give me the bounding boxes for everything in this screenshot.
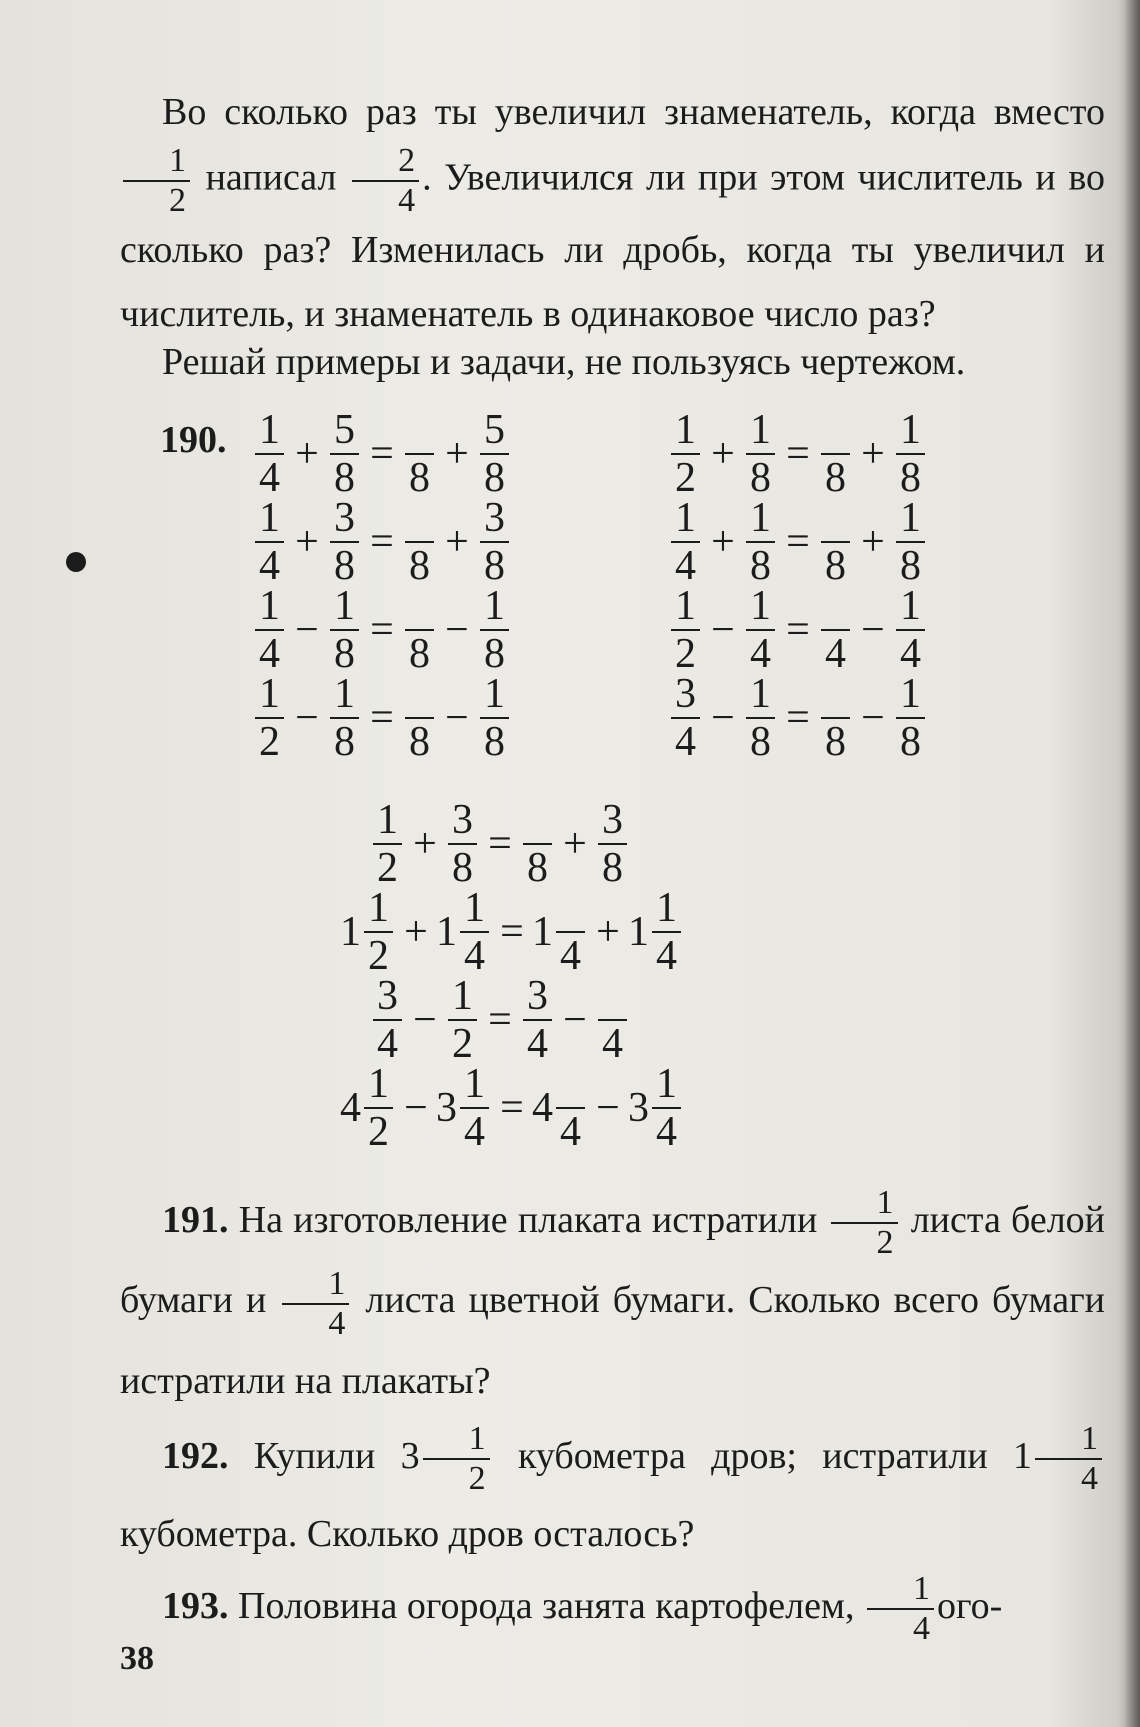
denominator: 8 xyxy=(825,455,846,501)
numerator: 3 xyxy=(523,975,552,1021)
denominator: 8 xyxy=(825,719,846,765)
equals-sign: = xyxy=(488,997,512,1043)
denominator: 4 xyxy=(377,1021,398,1067)
denominator: 8 xyxy=(334,719,355,765)
denominator: 2 xyxy=(169,182,186,219)
fraction xyxy=(255,585,284,675)
equals-sign: = xyxy=(370,607,394,653)
equals-sign: = xyxy=(786,519,810,565)
numerator: 1 xyxy=(255,409,284,455)
denominator: 2 xyxy=(259,719,280,765)
whole-part: 3 xyxy=(628,1085,649,1131)
fraction xyxy=(867,1572,934,1646)
denominator: 8 xyxy=(484,719,505,765)
fraction xyxy=(460,887,489,977)
fraction-blank xyxy=(821,585,850,675)
fraction-blank xyxy=(598,975,627,1065)
numerator: 1 xyxy=(282,1267,349,1305)
equals-sign: = xyxy=(500,909,524,955)
operator: + xyxy=(413,821,437,867)
denominator: 4 xyxy=(259,543,280,589)
denominator: 8 xyxy=(602,845,623,891)
operator: − xyxy=(445,607,469,653)
denominator: 4 xyxy=(656,933,677,979)
numerator: 1 xyxy=(671,409,700,455)
fraction-blank xyxy=(556,887,585,977)
numerator xyxy=(821,497,850,543)
whole-part: 4 xyxy=(340,1085,361,1131)
numerator: 3 xyxy=(373,975,402,1021)
numerator: 3 xyxy=(330,497,359,543)
fraction-blank xyxy=(821,497,850,587)
fraction xyxy=(896,585,925,675)
operator: + xyxy=(596,909,620,955)
fraction xyxy=(896,497,925,587)
numerator: 1 xyxy=(373,799,402,845)
numerator: 3 xyxy=(598,799,627,845)
denominator: 8 xyxy=(334,455,355,501)
fraction xyxy=(330,497,359,587)
fraction xyxy=(896,673,925,763)
numerator: 1 xyxy=(652,1063,681,1109)
denominator: 8 xyxy=(334,631,355,677)
bullet-mark xyxy=(66,552,86,572)
page-edge-shadow xyxy=(1124,0,1140,1727)
numerator: 1 xyxy=(423,1422,490,1460)
fraction xyxy=(652,887,681,977)
denominator: 8 xyxy=(452,845,473,891)
numerator: 1 xyxy=(364,1063,393,1109)
equation-row xyxy=(668,671,928,765)
operator: + xyxy=(295,431,319,477)
denominator: 8 xyxy=(409,631,430,677)
exercise-190-number: 190. xyxy=(160,419,227,461)
denominator: 2 xyxy=(377,845,398,891)
numerator: 1 xyxy=(867,1572,934,1610)
operator: + xyxy=(563,821,587,867)
operator: + xyxy=(861,519,885,565)
numerator: 1 xyxy=(123,144,190,182)
equation-row xyxy=(370,797,684,891)
fraction xyxy=(1035,1422,1102,1496)
numerator xyxy=(405,585,434,631)
instruction-paragraph xyxy=(120,330,1105,394)
operator: − xyxy=(295,695,319,741)
denominator: 4 xyxy=(675,719,696,765)
numerator xyxy=(821,585,850,631)
fraction-blank xyxy=(405,673,434,763)
numerator xyxy=(556,1063,585,1109)
operator: + xyxy=(711,519,735,565)
numerator: 1 xyxy=(330,673,359,719)
fraction xyxy=(123,144,190,218)
fraction xyxy=(480,673,509,763)
denominator: 4 xyxy=(675,543,696,589)
fraction xyxy=(652,1063,681,1153)
numerator xyxy=(598,975,627,1021)
exercise-192: 192. Купили 3 $\frac{1}{2}$ кубометра дров; истратили 1 $\frac{1}{4}$ кубометра. Сколько дров осталось? xyxy=(120,1418,1105,1572)
fraction xyxy=(523,975,552,1065)
numerator: 3 xyxy=(480,497,509,543)
operator: + xyxy=(445,519,469,565)
instruction-text: Решай примеры и задачи, не пользуясь чертежом. xyxy=(162,341,966,383)
numerator xyxy=(405,497,434,543)
denominator: 4 xyxy=(328,1304,346,1342)
denominator: 8 xyxy=(484,455,505,501)
fraction xyxy=(330,409,359,499)
denominator: 2 xyxy=(675,455,696,501)
equation-row xyxy=(340,885,684,979)
exercise-191-number: 191. xyxy=(162,1199,229,1241)
equals-sign: = xyxy=(786,695,810,741)
operator: − xyxy=(596,1085,620,1131)
fraction xyxy=(364,1063,393,1153)
equation-row xyxy=(668,583,928,677)
fraction xyxy=(255,409,284,499)
denominator: 8 xyxy=(409,455,430,501)
numerator xyxy=(405,409,434,455)
fraction xyxy=(671,409,700,499)
numerator xyxy=(405,673,434,719)
denominator: 8 xyxy=(750,543,771,589)
denominator: 8 xyxy=(750,719,771,765)
denominator: 8 xyxy=(900,719,921,765)
equals-sign: = xyxy=(786,431,810,477)
denominator: 8 xyxy=(900,455,921,501)
numerator: 5 xyxy=(480,409,509,455)
numerator: 1 xyxy=(364,887,393,933)
fraction xyxy=(598,799,627,889)
numerator: 3 xyxy=(448,799,477,845)
exercise-190-left-column xyxy=(252,407,512,765)
whole-part: 1 xyxy=(436,909,457,955)
denominator: 4 xyxy=(912,1610,930,1648)
operator: − xyxy=(563,997,587,1043)
denominator: 8 xyxy=(334,543,355,589)
whole-part: 1 xyxy=(628,909,649,955)
operator: + xyxy=(861,431,885,477)
denominator: 8 xyxy=(409,543,430,589)
intro-text-3: . Увеличился ли при этом числитель и во сколько раз? Изменилась ли дробь, когда ты увеличил и числитель, и знаменатель в одинаковое число раз? xyxy=(120,156,1106,335)
denominator: 4 xyxy=(259,455,280,501)
exercise-190-right-column xyxy=(668,407,928,765)
denominator: 2 xyxy=(468,1460,486,1498)
numerator: 1 xyxy=(480,673,509,719)
denominator: 2 xyxy=(452,1021,473,1067)
page-number: 38 xyxy=(120,1640,154,1677)
numerator: 1 xyxy=(746,497,775,543)
denominator: 4 xyxy=(464,933,485,979)
intro-text-1: Во сколько раз ты увеличил знаменатель, когда вместо xyxy=(162,91,1105,133)
whole-part: 4 xyxy=(532,1085,553,1131)
fraction xyxy=(330,585,359,675)
equals-sign: = xyxy=(488,821,512,867)
denominator: 8 xyxy=(750,455,771,501)
numerator: 1 xyxy=(896,673,925,719)
numerator: 1 xyxy=(1035,1422,1102,1460)
exercise-193-number: 193. xyxy=(162,1585,229,1627)
numerator: 1 xyxy=(746,585,775,631)
fraction xyxy=(480,585,509,675)
exercise-190-center-column xyxy=(340,797,684,1155)
fraction-blank xyxy=(821,409,850,499)
fraction-blank xyxy=(405,409,434,499)
operator: − xyxy=(711,607,735,653)
numerator: 1 xyxy=(480,585,509,631)
equation-row xyxy=(668,407,928,501)
fraction xyxy=(746,409,775,499)
denominator: 4 xyxy=(825,631,846,677)
denominator: 4 xyxy=(527,1021,548,1067)
fraction xyxy=(480,497,509,587)
numerator: 1 xyxy=(330,585,359,631)
numerator: 1 xyxy=(448,975,477,1021)
operator: − xyxy=(404,1085,428,1131)
denominator: 2 xyxy=(368,1109,389,1155)
equation-row xyxy=(370,973,684,1067)
fraction xyxy=(255,673,284,763)
denominator: 4 xyxy=(398,182,416,219)
denominator: 8 xyxy=(484,543,505,589)
denominator: 2 xyxy=(675,631,696,677)
equals-sign: = xyxy=(786,607,810,653)
whole-part: 3 xyxy=(436,1085,457,1131)
fraction xyxy=(373,975,402,1065)
fraction xyxy=(671,497,700,587)
denominator: 4 xyxy=(602,1021,623,1067)
denominator: 8 xyxy=(527,845,548,891)
numerator: 5 xyxy=(330,409,359,455)
equals-sign: = xyxy=(370,519,394,565)
denominator: 2 xyxy=(368,933,389,979)
fraction xyxy=(282,1264,349,1342)
exercise-192-number: 192. xyxy=(162,1435,229,1477)
fraction-blank xyxy=(405,497,434,587)
fraction xyxy=(831,1186,898,1260)
operator: + xyxy=(404,909,428,955)
numerator: 1 xyxy=(460,887,489,933)
operator: − xyxy=(295,607,319,653)
denominator: 4 xyxy=(560,1109,581,1155)
numerator: 1 xyxy=(671,585,700,631)
denominator: 8 xyxy=(484,631,505,677)
fraction xyxy=(671,585,700,675)
numerator: 1 xyxy=(255,497,284,543)
operator: + xyxy=(711,431,735,477)
numerator: 1 xyxy=(896,409,925,455)
equals-sign: = xyxy=(500,1085,524,1131)
fraction-blank xyxy=(405,585,434,675)
exercise-193: 193. Половина огорода занята картофелем, $\frac{1}{4}$ ого- xyxy=(162,1570,1003,1648)
denominator: 4 xyxy=(464,1109,485,1155)
denominator: 4 xyxy=(750,631,771,677)
fraction xyxy=(373,799,402,889)
equals-sign: = xyxy=(370,695,394,741)
operator: + xyxy=(295,519,319,565)
equals-sign: = xyxy=(370,431,394,477)
equation-row xyxy=(252,495,512,589)
fraction xyxy=(746,673,775,763)
fraction-blank xyxy=(523,799,552,889)
numerator: 2 xyxy=(352,144,419,182)
denominator: 4 xyxy=(259,631,280,677)
numerator xyxy=(821,409,850,455)
equation-row xyxy=(668,495,928,589)
numerator: 1 xyxy=(460,1063,489,1109)
equation-row xyxy=(252,671,512,765)
numerator: 1 xyxy=(896,585,925,631)
denominator: 8 xyxy=(900,543,921,589)
fraction xyxy=(460,1063,489,1153)
numerator: 1 xyxy=(652,887,681,933)
numerator: 1 xyxy=(746,673,775,719)
fraction xyxy=(352,144,419,218)
equation-row xyxy=(252,583,512,677)
fraction xyxy=(746,497,775,587)
numerator xyxy=(523,799,552,845)
operator: + xyxy=(445,431,469,477)
intro-paragraph xyxy=(120,80,1105,346)
fraction xyxy=(255,497,284,587)
operator: − xyxy=(711,695,735,741)
numerator: 1 xyxy=(255,673,284,719)
fraction-blank xyxy=(556,1063,585,1153)
denominator: 4 xyxy=(560,933,581,979)
numerator: 1 xyxy=(831,1186,898,1224)
fraction xyxy=(448,799,477,889)
denominator: 8 xyxy=(825,543,846,589)
denominator: 2 xyxy=(876,1224,894,1262)
operator: − xyxy=(861,695,885,741)
fraction xyxy=(448,975,477,1065)
numerator: 3 xyxy=(671,673,700,719)
whole-part: 1 xyxy=(532,909,553,955)
operator: − xyxy=(861,607,885,653)
whole-part: 1 xyxy=(340,909,361,955)
intro-text-2: написал xyxy=(205,156,337,199)
operator: − xyxy=(445,695,469,741)
numerator: 1 xyxy=(255,585,284,631)
denominator: 4 xyxy=(900,631,921,677)
equation-row xyxy=(252,407,512,501)
operator: − xyxy=(413,997,437,1043)
fraction xyxy=(330,673,359,763)
numerator: 1 xyxy=(746,409,775,455)
numerator xyxy=(821,673,850,719)
fraction-blank xyxy=(821,673,850,763)
numerator: 1 xyxy=(896,497,925,543)
denominator: 4 xyxy=(656,1109,677,1155)
fraction xyxy=(364,887,393,977)
fraction xyxy=(896,409,925,499)
denominator: 8 xyxy=(409,719,430,765)
denominator: 4 xyxy=(1081,1460,1099,1498)
exercise-191: 191. На изготовление плаката истратили $\frac{1}{2}$ листа белой бумаги и $\frac{1}{4}$ листа цветной бумаги. Сколько всего бумаги истратили на плакаты? xyxy=(120,1184,1106,1402)
fraction xyxy=(671,673,700,763)
numerator: 1 xyxy=(671,497,700,543)
fraction xyxy=(746,585,775,675)
numerator xyxy=(556,887,585,933)
fraction xyxy=(423,1422,490,1496)
equation-row xyxy=(340,1061,684,1155)
fraction xyxy=(480,409,509,499)
